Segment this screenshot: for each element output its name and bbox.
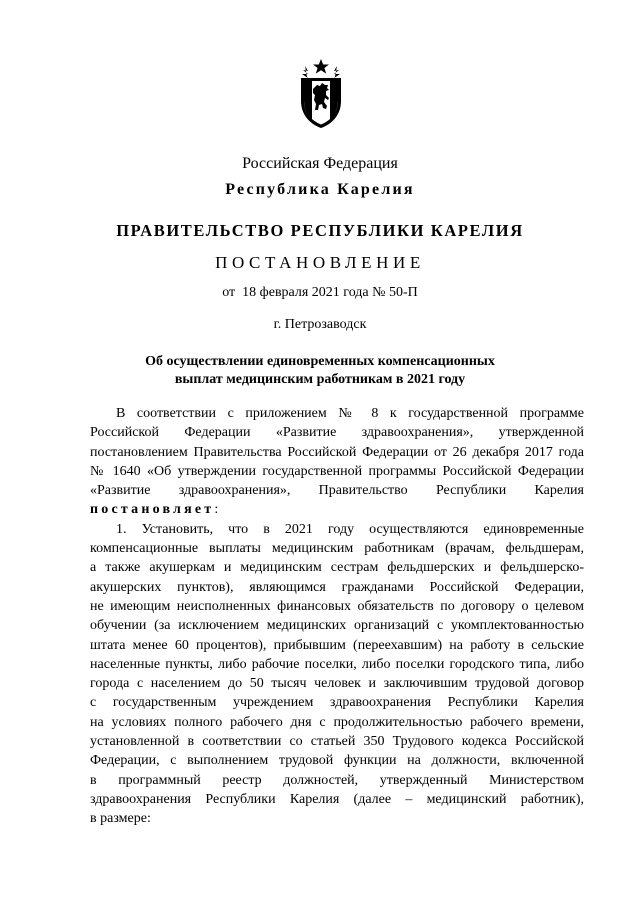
karelia-coat-of-arms-icon bbox=[292, 58, 350, 130]
body-line: населенные пункты, либо рабочие поселки, либо поселки городского типа, либо bbox=[90, 656, 584, 672]
republic-name: Республика Карелия bbox=[225, 181, 415, 198]
body-line: штата менее 60 процентов), прибывшим (переехавшим) на работу в сельские bbox=[90, 637, 584, 653]
body-line: с государственным учреждением здравоохранения Республики Карелия bbox=[90, 695, 584, 711]
body-line: а также акушеркам и медицинским сестрам фельдшерских и фельдшерско- bbox=[90, 560, 584, 576]
title-line: Об осуществлении единовременных компенсационных bbox=[145, 354, 495, 369]
body-line: В соответствии с приложением № 8 к государственной программе bbox=[116, 406, 584, 421]
body-line: обучении (за исключением медицинских организаций с укомплектованностью bbox=[90, 618, 584, 634]
document-date: от 18 февраля 2021 года № 50-П bbox=[222, 285, 418, 300]
body-line: № 1640 «Об утверждении государственной программы Российской Федерации bbox=[90, 463, 584, 479]
decree-line bbox=[90, 500, 584, 519]
document-type: ПОСТАНОВЛЕНИЕ bbox=[215, 253, 425, 272]
document-body bbox=[90, 404, 584, 829]
body-line: Российской Федерации «Развитие здравоохранения», утвержденной bbox=[90, 425, 584, 441]
document-city: г. Петрозаводск bbox=[273, 317, 367, 332]
body-line: 1. Установить, что в 2021 году осуществляются единовременные bbox=[116, 521, 584, 537]
document-title bbox=[0, 353, 640, 389]
decree-colon: : bbox=[214, 502, 219, 518]
body-line: в программный реестр должностей, утвержденный Министерством bbox=[90, 772, 584, 788]
body-line: компенсационные выплаты медицинским работникам (врачам, фельдшерам, bbox=[90, 541, 584, 557]
country-name: Российская Федерация bbox=[242, 155, 398, 172]
body-line: постановлением Правительства Российской Федерации от 26 декабря 2017 года bbox=[90, 444, 584, 460]
body-line: Федерации, с выполнением трудовой функции на должности, включенной bbox=[90, 753, 584, 769]
body-line: установленной в соответствии со статьей 350 Трудового кодекса Российской bbox=[90, 734, 584, 750]
decree-word: постановляет bbox=[90, 502, 215, 518]
title-line: выплат медицинским работникам в 2021 году bbox=[174, 372, 466, 387]
body-line: здравоохранения Республики Карелия (далее – медицинский работник), bbox=[90, 791, 584, 807]
body-line: «Развитие здравоохранения», Правительство Республики Карелия bbox=[90, 483, 584, 499]
body-line: акушерских пунктов), являющимся гражданами Российской Федерации, bbox=[90, 579, 584, 595]
body-line: в размере: bbox=[90, 811, 151, 827]
body-line: города с населением до 50 тысяч человек и заключившим трудовой договор bbox=[90, 676, 584, 692]
body-line: не имеющим неисполненных финансовых обязательств по договору о целевом bbox=[90, 598, 584, 614]
body-line: на условиях полного рабочего дня с продолжительностью рабочего времени, bbox=[90, 714, 584, 730]
government-name: ПРАВИТЕЛЬСТВО РЕСПУБЛИКИ КАРЕЛИЯ bbox=[116, 221, 524, 240]
